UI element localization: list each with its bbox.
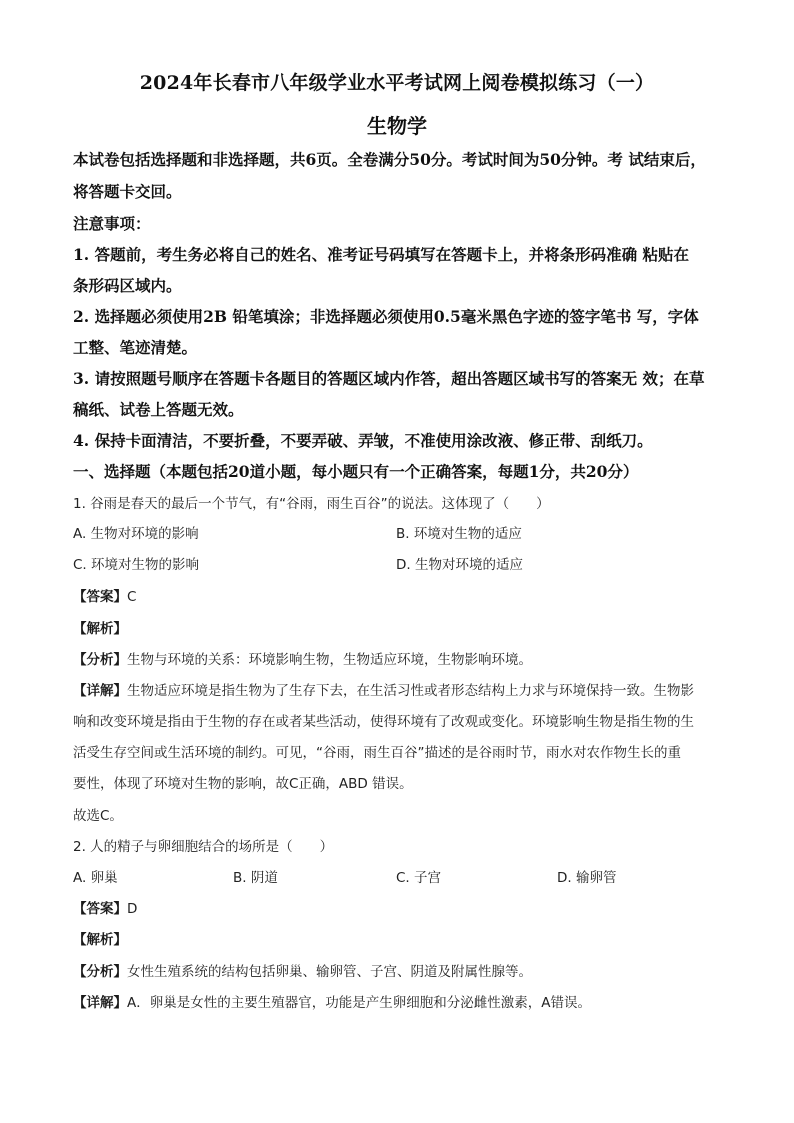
note-3-line-1: 3. 请按照题号顺序在答题卡各题目的答题区域内作答，超出答题区域书写的答案无 效；在草 xyxy=(73,369,705,388)
question-1-answer xyxy=(73,587,136,607)
subject-title: 生物学 xyxy=(367,114,427,138)
answer-value: D xyxy=(127,901,138,917)
analysis-tag: 【解析】 xyxy=(73,621,127,637)
analysis-tag: 【解析】 xyxy=(73,932,127,948)
fenxi-tag: 【分析】 xyxy=(73,964,127,980)
question-1-option-a: A. 生物对环境的影响 xyxy=(73,526,199,542)
question-2-option-b: B. 阴道 xyxy=(233,870,278,886)
exam-title: 2024年长春市八年级学业水平考试网上阅卷模拟练习（一） xyxy=(139,72,655,94)
question-1-xiangjie-line-3: 活受生存空间或生活环境的制约。可见，“谷雨，雨生百谷”描述的是谷雨时节，雨水对农作物生长的重 xyxy=(73,745,681,761)
xiangjie-text: 生物适应环境是指生物为了生存下去，在生活习性或者形态结构上力求与环境保持一致。生物影 xyxy=(127,683,694,699)
section-heading: 一、选择题（本题包括20道小题，每小题只有一个正确答案，每题1分，共20分） xyxy=(73,462,639,481)
fenxi-text: 女性生殖系统的结构包括卵巢、输卵管、子宫、阴道及附属性腺等。 xyxy=(127,964,532,980)
note-3-line-2: 稿纸、试卷上答题无效。 xyxy=(73,400,244,419)
question-1-fenxi xyxy=(73,650,532,670)
intro-line-1: 本试卷包括选择题和非选择题，共6页。全卷满分50分。考试时间为50分钟。考 试结束后， xyxy=(73,150,706,169)
question-1-xiangjie-line-4: 要性，体现了环境对生物的影响，故C正确，ABD 错误。 xyxy=(73,776,413,792)
question-1-stem: 1. 谷雨是春天的最后一个节气，有“谷雨，雨生百谷”的说法。这体现了（ ） xyxy=(73,496,550,512)
question-2-answer xyxy=(73,899,137,919)
notes-heading: 注意事项： xyxy=(73,214,151,233)
answer-value: C xyxy=(127,589,137,605)
question-2-option-a: A. 卵巢 xyxy=(73,870,118,886)
xiangjie-tag: 【详解】 xyxy=(73,995,127,1011)
xiangjie-tag: 【详解】 xyxy=(73,683,127,699)
note-1-line-1: 1. 答题前，考生务必将自己的姓名、准考证号码填写在答题卡上，并将条形码准确 粘贴在 xyxy=(73,245,689,264)
question-2-option-c: C. 子宫 xyxy=(396,870,442,886)
answer-tag: 【答案】 xyxy=(73,589,127,605)
note-2-line-1: 2. 选择题必须使用2B 铅笔填涂；非选择题必须使用0.5毫米黑色字迹的签字笔书 写，字体 xyxy=(73,307,699,326)
question-2-option-d: D. 输卵管 xyxy=(557,870,617,886)
question-2-analysis-tag xyxy=(73,930,127,950)
answer-tag: 【答案】 xyxy=(73,901,127,917)
question-1-analysis-tag xyxy=(73,619,127,639)
question-1-option-d: D. 生物对环境的适应 xyxy=(396,557,523,573)
question-1-xiangjie-line-2: 响和改变环境是指由于生物的存在或者某些活动，使得环境有了改观或变化。环境影响生物是指生物的生 xyxy=(73,714,694,730)
note-2-line-2: 工整、笔迹清楚。 xyxy=(73,338,198,357)
intro-line-2: 将答题卡交回。 xyxy=(73,182,182,201)
question-1-option-b: B. 环境对生物的适应 xyxy=(396,526,522,542)
fenxi-tag: 【分析】 xyxy=(73,652,127,668)
fenxi-text: 生物与环境的关系：环境影响生物，生物适应环境，生物影响环境。 xyxy=(127,652,532,668)
xiangjie-text: A．卵巢是女性的主要生殖器官，功能是产生卵细胞和分泌雌性激素，A错误。 xyxy=(127,995,591,1011)
note-1-line-2: 条形码区域内。 xyxy=(73,276,182,295)
question-1-option-c: C. 环境对生物的影响 xyxy=(73,557,200,573)
question-1-conclusion: 故选C。 xyxy=(73,808,123,824)
note-4: 4. 保持卡面清洁，不要折叠，不要弄破、弄皱，不准使用涂改液、修正带、刮纸刀。 xyxy=(73,431,653,450)
question-1-xiangjie-line-1 xyxy=(73,681,694,701)
question-2-fenxi xyxy=(73,962,532,982)
question-2-stem: 2. 人的精子与卵细胞结合的场所是（ ） xyxy=(73,839,334,855)
question-2-xiangjie-line-1 xyxy=(73,993,591,1013)
